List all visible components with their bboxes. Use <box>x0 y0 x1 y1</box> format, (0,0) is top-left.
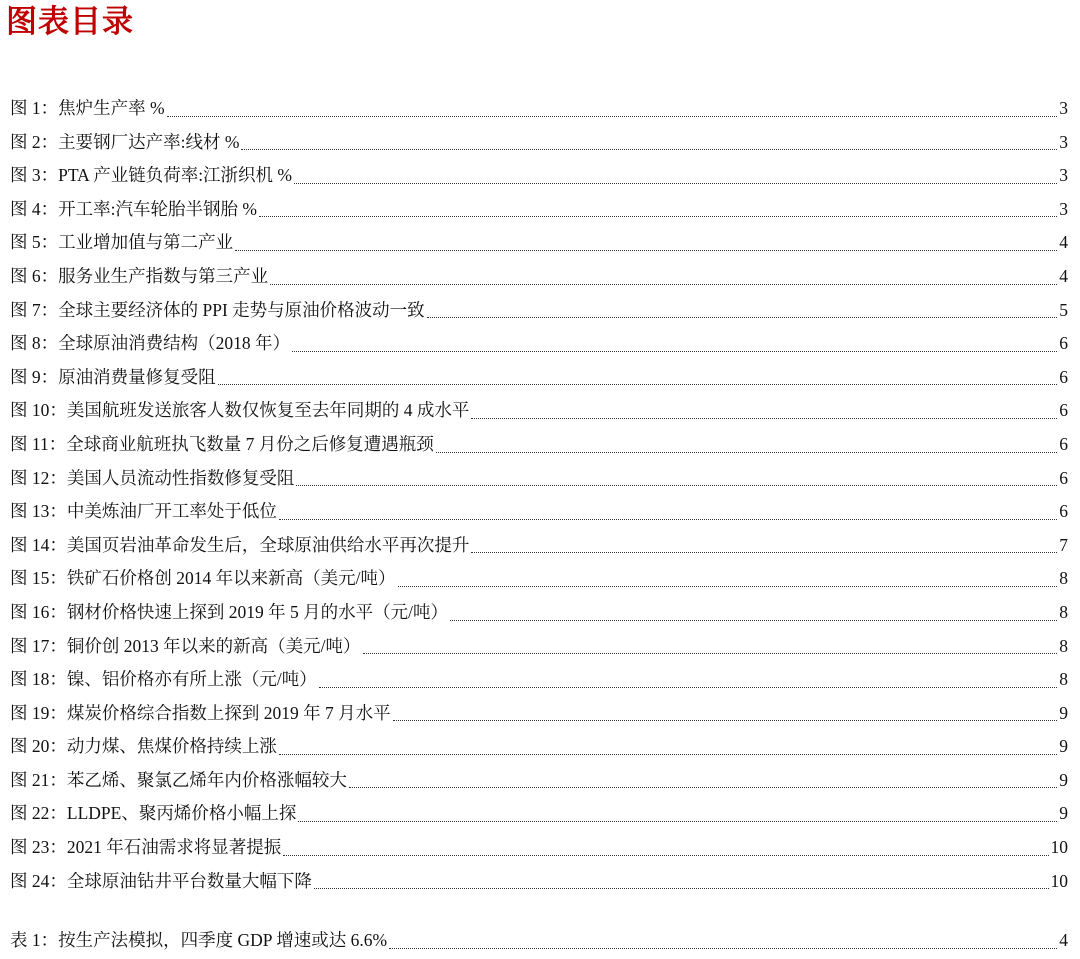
dot-leader <box>427 317 1058 318</box>
figure-entry-title: 图 21：苯乙烯、聚氯乙烯年内价格涨幅较大 <box>10 769 347 790</box>
figure-entry-title: 图 1：焦炉生产率 % <box>10 98 165 118</box>
dot-leader <box>270 284 1057 285</box>
figure-entry-title: 图 14：美国页岩油革命发生后，全球原油供给水平再次提升 <box>10 534 470 555</box>
table-entry-title: 表 1：按生产法模拟，四季度 GDP 增速或达 6.6% <box>10 930 388 950</box>
figure-entry-title: 图 24：全球原油钻井平台数量大幅下降 <box>10 870 312 891</box>
figure-entry-page-number: 8 <box>1059 568 1068 589</box>
figure-entry-page-number: 6 <box>1059 467 1068 488</box>
figure-entry-title: 图 15：铁矿石价格创 2014 年以来新高（美元/吨） <box>10 568 396 589</box>
figure-entry-page-number: 9 <box>1059 702 1068 723</box>
figure-entry-page-number: 6 <box>1059 366 1068 387</box>
figure-entry-title: 图 17：铜价创 2013 年以来的新高（美元/吨） <box>10 635 361 656</box>
figure-entry[interactable] <box>10 428 1068 462</box>
figure-entry[interactable] <box>10 294 1068 328</box>
figure-entry-title: 图 8：全球原油消费结构（2018 年） <box>10 333 290 354</box>
dot-leader <box>471 552 1057 553</box>
dot-leader <box>363 653 1058 654</box>
figure-entry[interactable] <box>10 260 1068 294</box>
figure-entry-page-number: 10 <box>1050 837 1068 858</box>
figure-entry-page-number: 4 <box>1059 265 1068 286</box>
figure-entry[interactable] <box>10 126 1068 160</box>
dot-leader <box>436 452 1058 453</box>
figure-entry-page-number: 9 <box>1059 736 1068 757</box>
figure-entry[interactable] <box>10 596 1068 630</box>
dot-leader <box>398 586 1058 587</box>
figure-entry-title: 图 6：服务业生产指数与第三产业 <box>10 265 269 286</box>
figure-entry-page-number: 3 <box>1059 131 1068 152</box>
dot-leader <box>389 948 1057 949</box>
dot-leader <box>393 720 1058 721</box>
figure-entry-page-number: 5 <box>1059 299 1068 320</box>
figure-entry-page-number: 6 <box>1059 333 1068 354</box>
figure-entry-page-number: 9 <box>1059 803 1068 824</box>
figure-entry-title: 图 5：工业增加值与第二产业 <box>10 232 234 253</box>
figure-entry[interactable] <box>10 159 1068 193</box>
dot-leader <box>319 687 1058 688</box>
figure-entry-page-number: 6 <box>1059 400 1068 421</box>
figure-entry[interactable] <box>10 562 1068 596</box>
figure-entry-page-number: 3 <box>1059 165 1068 186</box>
figure-entry[interactable] <box>10 529 1068 563</box>
figure-entry[interactable] <box>10 462 1068 496</box>
figure-entry-page-number: 8 <box>1059 669 1068 690</box>
figure-entry[interactable] <box>10 797 1068 831</box>
figure-entry[interactable] <box>10 663 1068 697</box>
figure-entry-title: 图 10：美国航班发送旅客人数仅恢复至去年同期的 4 成水平 <box>10 400 470 421</box>
figure-entry-title: 图 2：主要钢厂达产率:线材 % <box>10 131 240 152</box>
figure-entry-page-number: 8 <box>1059 601 1068 622</box>
figure-entry-title: 图 20：动力煤、焦煤价格持续上涨 <box>10 736 277 757</box>
figure-entry[interactable] <box>10 697 1068 731</box>
figure-entry[interactable] <box>10 361 1068 395</box>
figure-entry-title: 图 22：LLDPE、聚丙烯价格小幅上探 <box>10 803 297 824</box>
figure-entry-title: 图 18：镍、铝价格亦有所上涨（元/吨） <box>10 669 317 690</box>
figure-entry-title: 图 23：2021 年石油需求将显著提振 <box>10 837 282 858</box>
figure-entry[interactable] <box>10 764 1068 798</box>
figure-entry-title: 图 9：原油消费量修复受阻 <box>10 366 216 387</box>
dot-leader <box>294 183 1057 184</box>
dot-leader <box>279 754 1057 755</box>
dot-leader <box>218 384 1058 385</box>
dot-leader <box>298 821 1057 822</box>
dot-leader <box>167 116 1058 117</box>
figure-entry-title: 图 7：全球主要经济体的 PPI 走势与原油价格波动一致 <box>10 299 425 320</box>
figure-list <box>10 92 1068 898</box>
figure-entry-page-number: 4 <box>1059 232 1068 253</box>
dot-leader <box>283 855 1048 856</box>
table-entry-page-number: 4 <box>1059 930 1068 950</box>
table-list <box>10 924 1068 958</box>
figure-entry[interactable] <box>10 495 1068 529</box>
figure-entry[interactable] <box>10 327 1068 361</box>
figure-entry-page-number: 8 <box>1059 635 1068 656</box>
dot-leader <box>235 250 1057 251</box>
dot-leader <box>259 216 1057 217</box>
figure-entry-title: 图 4：开工率:汽车轮胎半钢胎 % <box>10 198 257 219</box>
figure-entry[interactable] <box>10 865 1068 899</box>
page-title: 图表目录 <box>6 4 134 40</box>
figure-entry-title: 图 11：全球商业航班执飞数量 7 月份之后修复遭遇瓶颈 <box>10 433 434 454</box>
figure-entry-page-number: 3 <box>1059 98 1068 118</box>
table-entry[interactable] <box>10 924 1068 958</box>
figure-entry-title: 图 3：PTA 产业链负荷率:江浙织机 % <box>10 165 293 186</box>
figure-entry-page-number: 6 <box>1059 501 1068 522</box>
dot-leader <box>241 149 1057 150</box>
figure-entry-page-number: 3 <box>1059 198 1068 219</box>
dot-leader <box>349 787 1057 788</box>
figure-entry[interactable] <box>10 226 1068 260</box>
figure-entry-page-number: 6 <box>1059 433 1068 454</box>
figure-entry-page-number: 10 <box>1050 870 1068 891</box>
figure-entry[interactable] <box>10 394 1068 428</box>
figure-entry-title: 图 12：美国人员流动性指数修复受阻 <box>10 467 295 488</box>
dot-leader <box>450 620 1057 621</box>
dot-leader <box>471 418 1057 419</box>
dot-leader <box>296 485 1057 486</box>
figure-entry-title: 图 13：中美炼油厂开工率处于低位 <box>10 501 277 522</box>
figure-entry-title: 图 19：煤炭价格综合指数上探到 2019 年 7 月水平 <box>10 702 391 723</box>
figure-entry[interactable] <box>10 193 1068 227</box>
figure-entry[interactable] <box>10 730 1068 764</box>
figure-entry[interactable] <box>10 92 1068 126</box>
dot-leader <box>292 351 1057 352</box>
figure-entry-page-number: 9 <box>1059 769 1068 790</box>
figure-entry[interactable] <box>10 630 1068 664</box>
figure-entry[interactable] <box>10 831 1068 865</box>
figure-entry-title: 图 16：钢材价格快速上探到 2019 年 5 月的水平（元/吨） <box>10 601 448 622</box>
dot-leader <box>314 888 1049 889</box>
dot-leader <box>279 519 1057 520</box>
figure-entry-page-number: 7 <box>1059 534 1068 555</box>
